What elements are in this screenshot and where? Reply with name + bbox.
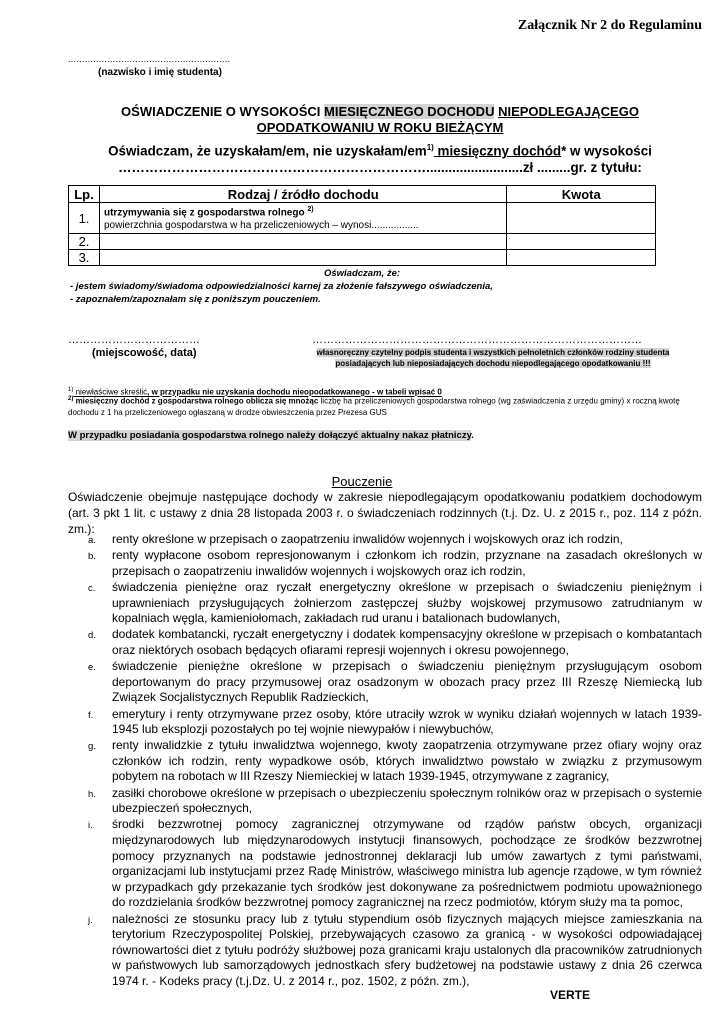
table-row [69,250,656,266]
list-item [68,548,702,579]
row-amount[interactable] [507,203,656,234]
list-item-text: renty określone w przepisach o zaopatrzeniu inwalidów wojennych i wojskowych oraz ich rodzin, [112,532,623,546]
list-marker: a. [88,535,96,546]
row-number: 3. [69,250,100,266]
instructions-intro: Oświadczenie obejmuje następujące dochody w zakresie niepodlegającym opodatkowaniu podatkiem dochodowym (art. 3 pkt 1 lit. c ustawy z dnia 28 listopada 2003 r. o świadczeniach rodzinnych (t.j. Dz. U. z 2015 r., poz. 114 z późn. zm.): [68,490,702,536]
declaration-footnote-mark: 1) [426,143,434,152]
statement-item: - jestem świadomy/świadoma odpowiedzialności karnej za złożenie fałszywego oświadczenia, [70,281,493,292]
footnote-mark: 2) [68,396,74,402]
row-source[interactable] [99,234,506,250]
row-number: 1. [69,203,100,234]
list-item-text: dodatek kombatancki, ryczałt energetyczny i dodatek kompensacyjny określone w przepisach o kombatantach oraz niektórych osobach będących ofiarami represji wojennych i okresu powojennego, [112,627,702,657]
list-marker: b. [88,551,96,563]
place-date-line: ……………………………… [68,334,200,346]
farm-income-label: utrzymywania się z gospodarstwa rolnego [103,207,308,219]
row-source[interactable] [99,203,506,234]
list-item [68,912,702,990]
signature-line: ……………………………………………………………………………… [312,334,642,346]
signature-caption-line: własnoręczny czytelny podpis studenta i wszystkich pełnoletnich członków rodziny studenta [316,348,670,357]
income-declaration [60,139,700,176]
declaration-income-term: miesięczny dochód [433,143,562,159]
list-marker: j. [88,914,93,926]
declaration-amount-line: ……………………………………………………………..........................zł .........gr. z tytułu: [118,160,642,176]
footnote-bold: miesięczny dochód z gospodarstwa rolnego oblicza się mnożąc [73,396,319,406]
declaration-text: Oświadczam, że uzyskałam/em, nie uzyskałam/em [108,143,427,159]
table-row [69,203,656,234]
table-header-row [69,186,656,203]
statement-heading: Oświadczam, że: [323,268,401,279]
footnote-bold: , w przypadku nie uzyskania dochodu nieopodatkowanego - w tabeli wpisać 0 [147,387,442,397]
list-marker: f. [88,709,94,721]
row-source[interactable] [99,250,506,266]
list-marker: e. [88,662,96,674]
farm-tax-notice [68,430,474,441]
farm-footnote-mark: 2) [307,206,314,214]
footnote-text: liczbę ha przeliczeniowych gospodarstwa rolnego (wg zaświadczenia z urzędu gminy) x roczną kwotę dochodu z 1 ha przeliczeniowego ogłaszaną w drodze obwieszczenia przez Prezesa GUS [68,396,680,417]
signature-caption [285,347,701,369]
list-item-text: świadczenia pieniężne oraz ryczałt energetyczny określone w przepisach o świadczeniu pieniężnym i uprawnieniach przysługujących żołnierzom zastępczej służby wojskowej przymusowo zatrudnianym w kopalniach węgla, kamieniołomach, zakładach rud uranu i batalionach budowlanych, [112,579,702,626]
list-item [68,627,702,658]
table-row [69,234,656,250]
list-item [68,532,702,548]
list-item [68,707,702,738]
title-part: OŚWIADCZENIE O WYSOKOŚCI [121,104,324,119]
student-name-caption: (nazwisko i imię studenta) [98,67,222,78]
list-item [68,786,702,817]
header-source: Rodzaj / źródło dochodu [99,186,506,203]
declaration-text: * w wysokości [561,143,652,159]
title-underlined: NIEPODLEGAJĄCEGO [498,104,639,119]
footnote-text: niewłaściwe skreślić [73,387,148,397]
list-item [68,817,702,911]
row-amount[interactable] [507,250,656,266]
list-marker: g. [88,741,96,753]
header-amount: Kwota [507,186,656,203]
title-underlined-line2: OPODATKOWANIU W ROKU BIEŻĄCYM [256,120,504,135]
list-item-text: środki bezzwrotnej pomocy zagranicznej otrzymywane od rządów państw obcych, organizacji międzynarodowych lub międzynarodowych instytucji finansowych, pochodzące ze środków bezzwrotnej pomocy przyznanych na podstawie jednostronnej deklaracji lub umów zawartych z tymi państwami, organizacjami lub instytucjami przez Radę Ministrów, właściwego ministra lub agencje rządowe, w tym również w przypadkach gdy przekazanie tych środków jest dokonywane za pośrednictwem podmiotu upoważnionego do rozdzielania środków bezzwrotnej pomocy zagranicznej na rzecz podmiotów, którym służy ma ta pomoc, [112,817,702,910]
header-lp: Lp. [69,186,100,203]
footnote-mark: 1) [68,387,74,393]
attachment-label: Załącznik Nr 2 do Regulaminu [517,18,702,33]
list-item [68,580,702,627]
income-table [68,185,656,266]
row-number: 2. [69,234,100,250]
verte-label: VERTE [550,988,591,1002]
list-item-text: zasiłki chorobowe określone w przepisach o ubezpieczeniu społecznym rolników oraz w przepisach o systemie ubezpieczeń społecznych, [112,785,702,816]
title-highlight: MIESIĘCZNEGO DOCHODU [324,104,495,119]
student-name-line: .......................................................... [68,54,231,64]
farm-tax-notice-dot: . [471,430,474,441]
list-item-text: świadczenie pieniężne określone w przepisach o świadczeniu pieniężnym przysługującym osobom deportowanym do pracy przymusowej oraz osadzonym w obozach pracy przez III Rzeszę Niemiecką lub Związek Socjalistycznych Republik Radzieckich, [112,659,702,705]
list-item [68,738,702,785]
list-item-text: renty wypłacone osobom represjonowanym i członkom ich rodzin, przyznane na zasadach określonych w przepisach o zaopatrzeniu inwalidów wojennych i wojskowych oraz ich rodzin, [112,548,702,578]
farm-area-label: powierzchnia gospodarstwa w ha przeliczeniowych – wynosi................. [103,219,419,231]
list-marker: d. [88,630,96,642]
farm-tax-notice-text: W przypadku posiadania gospodarstwa rolnego należy dołączyć aktualny nakaz płatniczy [68,430,472,441]
document-title [60,104,700,136]
list-item [68,659,702,706]
statement-item: - zapoznałem/zapoznałam się z poniższym pouczeniem. [70,294,321,305]
list-marker: h. [88,788,96,800]
row-amount[interactable] [507,234,656,250]
list-item-text: emerytury i renty otrzymywane przez osoby, które utraciły wzrok w wyniku działań wojennych w latach 1939-1945 lub eksplozji pozostałych po tej wojnie niewypałów i niewybuchów, [112,706,702,737]
list-marker: i. [88,820,93,832]
income-types-list [68,532,702,990]
list-marker: c. [88,582,96,594]
list-item-text: renty inwalidzkie z tytułu inwalidztwa wojennego, kwoty zaopatrzenia otrzymywane przez ofiary wojny oraz członków ich rodzin, renty wypadkowe osób, których inwalidztwo powstało w związku z przymusowym pobytem na robotach w III Rzeszy Niemieckiej w latach 1939-1945, otrzymywane z zagranicy, [112,738,702,784]
list-item-text: należności ze stosunku pracy lub z tytułu stypendium osób fizycznych mających miejsce zamieszkania na terytorium Rzeczypospolitej Polskiej, przebywających czasowo za granicą - w wysokości odpowiadającej równowartości diet z tytułu podróży służbowej poza granicami kraju ustalonych dla pracowników zatrudnionych w państwowych lub samorządowych jednostkach sfery budżetowej na podstawie ustawy z dnia 26 czerwca 1974 r. - Kodeks pracy (t.j.Dz. U. z 2014 r., poz. 1502, z późn. zm.), [112,911,702,988]
footnote-2 [68,394,700,418]
instructions-title: Pouczenie [331,474,393,489]
signature-caption-line: posiadających lub nieposiadających dochodu niepodlegającego opodatkowaniu !!! [335,359,651,368]
place-date-caption: (miejscowość, data) [92,347,197,359]
